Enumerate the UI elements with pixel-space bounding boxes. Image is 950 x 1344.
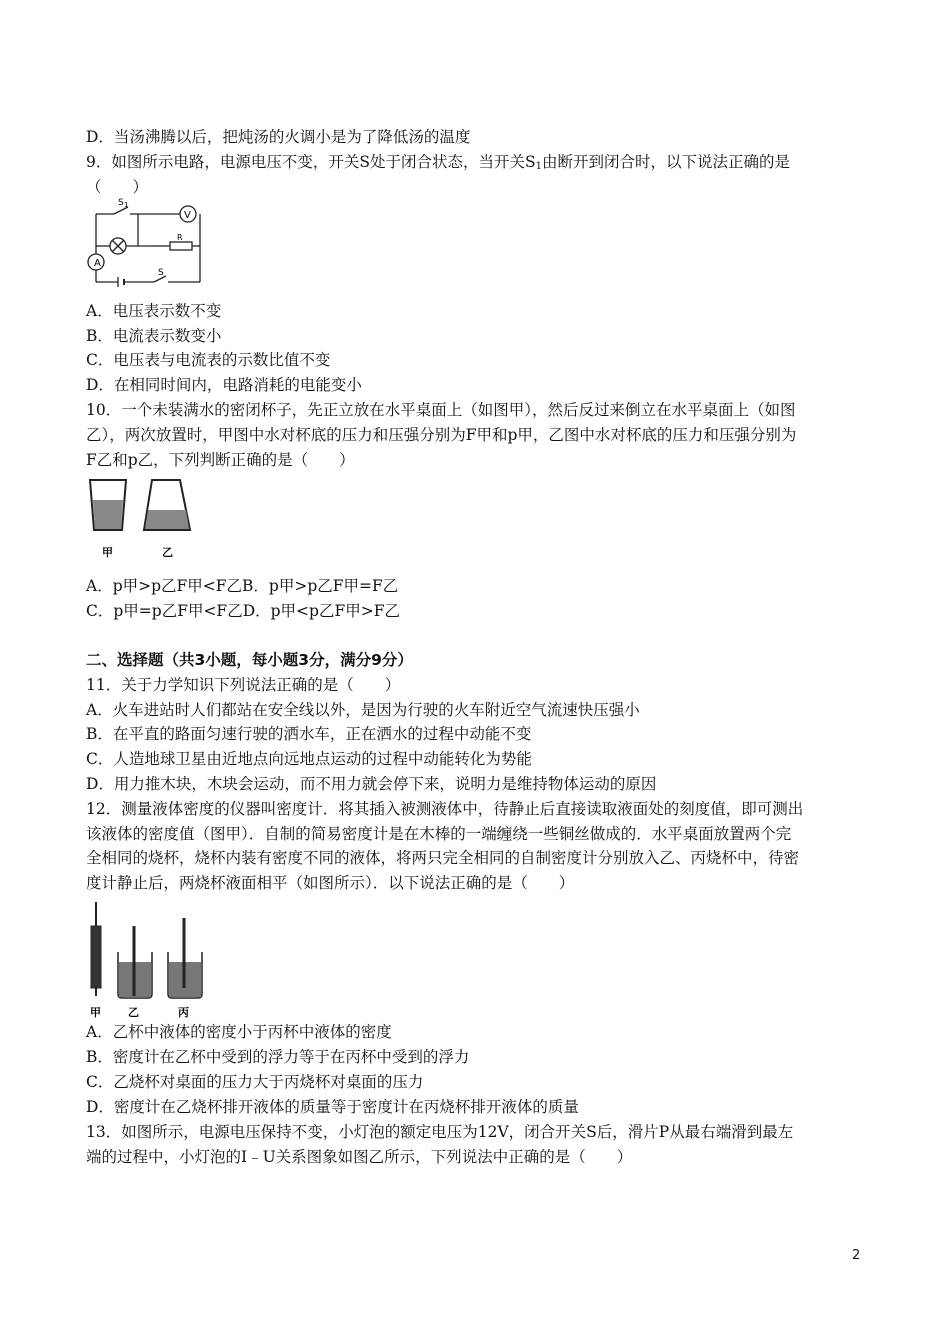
q9-fig-r-label: R <box>177 233 183 242</box>
q9-option-c: C．电压表与电流表的示数比值不变 <box>86 351 331 369</box>
q10-options-ab: A．p甲>p乙F甲<F乙B．p甲>p乙F甲=F乙 <box>86 577 399 595</box>
q12-fig-bing-label: 丙 <box>178 1006 189 1019</box>
q12-option-d: D．密度计在乙烧杯排开液体的质量等于密度计在丙烧杯排开液体的质量 <box>86 1098 579 1116</box>
q13-line1: 13．如图所示，电源电压保持不变，小灯泡的额定电压为12V，闭合开关S后，滑片P从最右端滑到最左 <box>86 1123 794 1141</box>
q10-line1: 10．一个未装满水的密闭杯子，先正立放在水平桌面上（如图甲），然后反过来倒立在水平桌面上（如图 <box>86 401 796 419</box>
q12-option-b: B．密度计在乙杯中受到的浮力等于在丙杯中受到的浮力 <box>86 1048 470 1066</box>
q12-line3: 全相同的烧杯，烧杯内装有密度不同的液体，将两只完全相同的自制密度计分别放入乙、丙烧杯中，待密 <box>86 849 800 867</box>
q9-stem-sub: 1 <box>535 161 542 172</box>
q9-stem-line2: （ ） <box>86 178 149 196</box>
q9-option-b: B．电流表示数变小 <box>86 327 222 345</box>
q12-line2: 该液体的密度值（图甲）．自制的简易密度计是在木棒的一端缠绕一些铜丝做成的．水平桌面放置两个完 <box>86 825 792 843</box>
q9-fig-a-label: A <box>94 258 101 269</box>
page-number: 2 <box>852 1248 861 1263</box>
q9-option-d: D．在相同时间内，电路消耗的电能变小 <box>86 376 362 394</box>
q10-fig-yi-label: 乙 <box>162 546 173 559</box>
q12-line1: 12．测量液体密度的仪器叫密度计．将其插入被测液体中，待静止后直接读取液面处的刻度值，即可测出 <box>86 800 804 818</box>
q9-stem-part2: 由断开到闭合时，以下说法正确的是 <box>541 153 790 171</box>
q11-option-c: C．人造地球卫星由近地点向远地点运动的过程中动能转化为势能 <box>86 750 532 768</box>
q11-option-a: A．火车进站时人们都站在安全线以外，是因为行驶的火车附近空气流速快压强小 <box>86 701 640 719</box>
q12-line4: 度计静止后，两烧杯液面相平（如图所示）．以下说法正确的是（ ） <box>86 874 575 892</box>
q11-option-d: D．用力推木块，木块会运动，而不用力就会停下来，说明力是维持物体运动的原因 <box>86 775 657 793</box>
q12-fig-yi-label: 乙 <box>128 1006 139 1019</box>
q10-cups-diagram <box>86 474 202 564</box>
q9-fig-s1-sub: 1 <box>124 201 129 209</box>
q9-circuit-diagram <box>84 196 204 292</box>
q9-fig-v-label: V <box>184 210 191 221</box>
q11-option-b: B．在平直的路面匀速行驶的洒水车，正在洒水的过程中动能不变 <box>86 725 532 743</box>
q9-stem <box>86 152 790 177</box>
q10-line3: F乙和p乙，下列判断正确的是（ ） <box>86 451 355 469</box>
q8-option-d: D．当汤沸腾以后，把炖汤的火调小是为了降低汤的温度 <box>86 128 471 146</box>
q9-fig-s-label: S <box>158 268 164 278</box>
q9-stem-part1: 9．如图所示电路，电源电压不变，开关S处于闭合状态，当开关S <box>86 153 536 171</box>
q9-fig-s1-label: S <box>118 198 124 208</box>
q9-option-a: A．电压表示数不变 <box>86 302 222 320</box>
section2-title: 二、选择题（共3小题，每小题3分，满分9分） <box>86 651 413 669</box>
q12-hydrometer-diagram <box>86 896 216 1020</box>
q10-fig-jia-label: 甲 <box>102 546 113 559</box>
q12-option-a: A．乙杯中液体的密度小于丙杯中液体的密度 <box>86 1023 392 1041</box>
q13-line2: 端的过程中，小灯泡的I﹣U关系图象如图乙所示，下列说法中正确的是（ ） <box>86 1148 633 1166</box>
q12-fig-jia-label: 甲 <box>90 1006 101 1019</box>
q11-stem: 11．关于力学知识下列说法正确的是（ ） <box>86 676 401 694</box>
q10-line2: 乙），两次放置时，甲图中水对杯底的压力和压强分别为F甲和p甲，乙图中水对杯底的压力和压强分别为 <box>86 426 797 444</box>
q10-options-cd: C．p甲=p乙F甲<F乙D．p甲<p乙F甲>F乙 <box>86 602 400 620</box>
q12-option-c: C．乙烧杯对桌面的压力大于丙烧杯对桌面的压力 <box>86 1073 424 1091</box>
